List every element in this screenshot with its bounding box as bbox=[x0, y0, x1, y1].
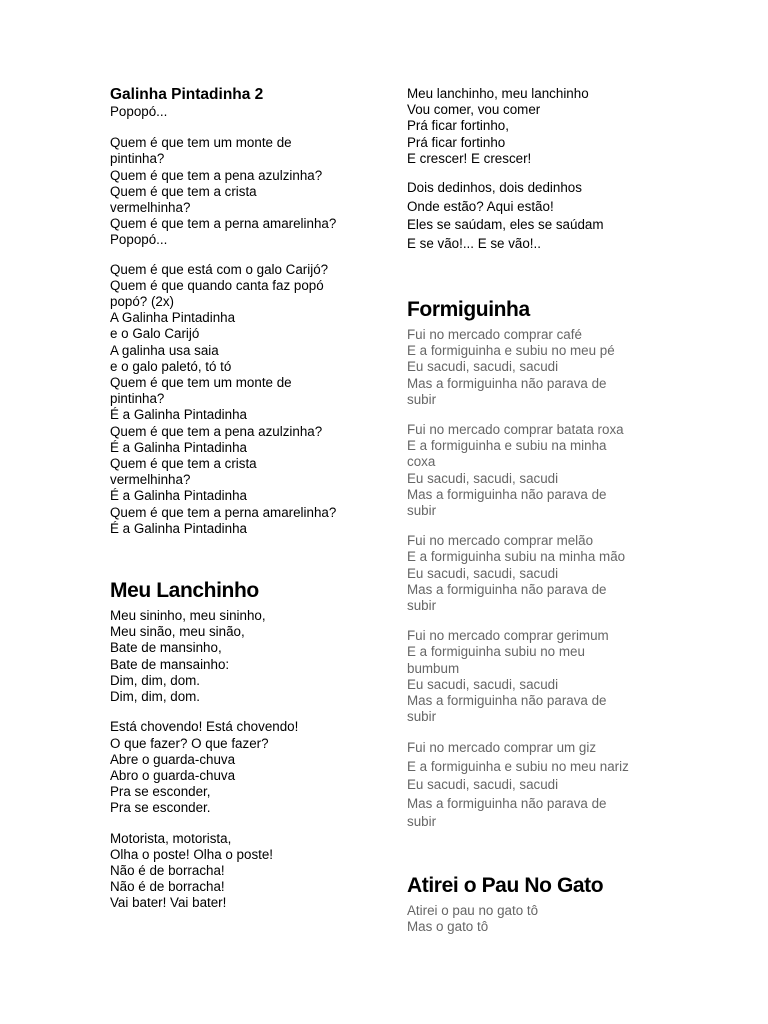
lyric-line: Popopó... bbox=[110, 232, 168, 248]
stanza bbox=[110, 135, 385, 248]
lyric-line: Mas o gato tô bbox=[407, 919, 489, 935]
stanza bbox=[110, 608, 385, 705]
lyric-line: e o galo paletó, tó tó bbox=[110, 358, 232, 374]
lyric-line: subir bbox=[407, 814, 437, 830]
lyric-line: O que fazer? O que fazer? bbox=[110, 735, 269, 751]
lyric-line: Quem é que tem a perna amarelinha? bbox=[110, 504, 337, 520]
right-column bbox=[407, 86, 707, 935]
lyric-line: Abre o guarda-chuva bbox=[110, 751, 236, 767]
stanza bbox=[407, 533, 707, 614]
lyric-line: E se vão!... E se vão!.. bbox=[407, 235, 541, 251]
lyric-line: Eu sacudi, sacudi, sacudi bbox=[407, 565, 559, 581]
lyric-line: Eu sacudi, sacudi, sacudi bbox=[407, 359, 559, 375]
stanza bbox=[110, 262, 385, 537]
lyric-line: Abro o guarda-chuva bbox=[110, 767, 236, 783]
lyric-line: Onde estão? Aqui estão! bbox=[407, 198, 554, 214]
lyric-line: Quem é que tem um monte de bbox=[110, 135, 292, 151]
lyric-line: Meu sinão, meu sinão, bbox=[110, 624, 245, 640]
song-title-atirei: Atirei o Pau No Gato bbox=[407, 873, 604, 897]
lyric-line: Meu sininho, meu sininho, bbox=[110, 608, 266, 624]
lyric-line: Mas a formiguinha não parava de bbox=[407, 581, 607, 597]
song-title-galinha: Galinha Pintadinha 2 bbox=[110, 86, 264, 103]
lyric-line: subir bbox=[407, 598, 437, 614]
lyric-line: É a Galinha Pintadinha bbox=[110, 407, 247, 423]
lyric-line: É a Galinha Pintadinha bbox=[110, 520, 247, 536]
lyric-line: Quem é que tem a perna amarelinha? bbox=[110, 216, 337, 232]
stanza bbox=[407, 86, 707, 167]
lyric-line: Motorista, motorista, bbox=[110, 830, 232, 846]
lyric-line: E a formiguinha e subiu na minha bbox=[407, 438, 607, 454]
lyric-line: Quem é que tem um monte de bbox=[110, 375, 292, 391]
lyric-line: Pra se esconder, bbox=[110, 784, 211, 800]
stanza bbox=[110, 719, 385, 816]
lyric-line: Prá ficar fortinho, bbox=[407, 118, 509, 134]
lyric-line: Não é de borracha! bbox=[110, 879, 225, 895]
stanza bbox=[407, 903, 707, 935]
lyric-line: vermelhinha? bbox=[110, 200, 191, 216]
lyric-line: Meu lanchinho, meu lanchinho bbox=[407, 86, 589, 101]
lyric-line: Eu sacudi, sacudi, sacudi bbox=[407, 676, 559, 692]
stanza bbox=[110, 831, 385, 912]
lyric-line: Fui no mercado comprar um giz bbox=[407, 740, 597, 756]
stanza bbox=[407, 179, 707, 253]
stanza bbox=[110, 104, 385, 120]
lyric-line: Eu sacudi, sacudi, sacudi bbox=[407, 777, 559, 793]
lyric-line: A Galinha Pintadinha bbox=[110, 310, 236, 326]
lyric-line: Prá ficar fortinho bbox=[407, 134, 506, 150]
lyric-line: Vou comer, vou comer bbox=[407, 102, 541, 118]
lyric-line: Quem é que tem a pena azulzinha? bbox=[110, 423, 323, 439]
lyric-line: Vai bater! Vai bater! bbox=[110, 895, 227, 911]
lyric-line: Atirei o pau no gato tô bbox=[407, 902, 539, 918]
song-title-lanchinho: Meu Lanchinho bbox=[110, 579, 259, 603]
lyric-line: Quem é que tem a pena azulzinha? bbox=[110, 167, 323, 183]
lyric-line: E a formiguinha subiu na minha mão bbox=[407, 549, 626, 565]
lyric-line: É a Galinha Pintadinha bbox=[110, 488, 247, 504]
lyric-line: popó? (2x) bbox=[110, 294, 175, 310]
lyric-line: Mas a formiguinha não parava de bbox=[407, 693, 607, 709]
lyric-line: É a Galinha Pintadinha bbox=[110, 439, 247, 455]
lyric-line: Fui no mercado comprar gerimum bbox=[407, 628, 609, 644]
lyric-line: subir bbox=[407, 709, 437, 725]
lyric-line: Bate de mansainho: bbox=[110, 656, 230, 672]
lyric-line: Quem é que quando canta faz popó bbox=[110, 277, 324, 293]
lyric-line: Eles se saúdam, eles se saúdam bbox=[407, 217, 604, 233]
lyric-line: E a formiguinha e subiu no meu nariz bbox=[407, 758, 629, 774]
lyric-line: Não é de borracha! bbox=[110, 862, 225, 878]
lyric-line: Quem é que tem a crista bbox=[110, 183, 257, 199]
lyric-line: Quem é que tem a crista bbox=[110, 456, 257, 472]
lyric-line: Mas a formiguinha não parava de bbox=[407, 486, 607, 502]
lyric-line: e o Galo Carijó bbox=[110, 326, 200, 342]
lyric-line: pintinha? bbox=[110, 151, 165, 167]
lyric-line: vermelhinha? bbox=[110, 472, 191, 488]
lyric-line: E crescer! E crescer! bbox=[407, 150, 532, 166]
stanza bbox=[407, 628, 707, 725]
lyric-line: Fui no mercado comprar café bbox=[407, 327, 582, 343]
lyric-line: Olha o poste! Olha o poste! bbox=[110, 846, 274, 862]
lyric-line: Popopó... bbox=[110, 104, 168, 119]
stanza bbox=[407, 327, 707, 408]
lyric-line: Bate de mansinho, bbox=[110, 640, 222, 656]
lyric-line: Mas a formiguinha não parava de bbox=[407, 795, 607, 811]
lyric-line: subir bbox=[407, 391, 437, 407]
lyric-line: bumbum bbox=[407, 660, 460, 676]
lyric-line: E a formiguinha e subiu no meu pé bbox=[407, 343, 615, 359]
lyric-line: Dim, dim, dom. bbox=[110, 689, 201, 705]
lyric-line: subir bbox=[407, 503, 437, 519]
song-title-formiguinha: Formiguinha bbox=[407, 298, 530, 322]
lyric-line: coxa bbox=[407, 454, 436, 470]
stanza bbox=[407, 739, 707, 832]
lyric-line: Está chovendo! Está chovendo! bbox=[110, 719, 299, 735]
lyric-line: Dim, dim, dom. bbox=[110, 672, 201, 688]
lyric-line: Eu sacudi, sacudi, sacudi bbox=[407, 470, 559, 486]
lyric-line: Quem é que está com o galo Carijó? bbox=[110, 261, 329, 277]
lyric-line: E a formiguinha subiu no meu bbox=[407, 644, 585, 660]
lyric-line: A galinha usa saia bbox=[110, 342, 219, 358]
lyric-line: pintinha? bbox=[110, 391, 165, 407]
lyric-line: Fui no mercado comprar melão bbox=[407, 533, 594, 549]
stanza bbox=[407, 422, 707, 519]
lyric-line: Fui no mercado comprar batata roxa bbox=[407, 422, 624, 438]
lyric-line: Pra se esconder. bbox=[110, 800, 211, 816]
lyric-line: Dois dedinhos, dois dedinhos bbox=[407, 180, 582, 196]
left-column bbox=[110, 86, 385, 912]
lyric-line: Mas a formiguinha não parava de bbox=[407, 375, 607, 391]
